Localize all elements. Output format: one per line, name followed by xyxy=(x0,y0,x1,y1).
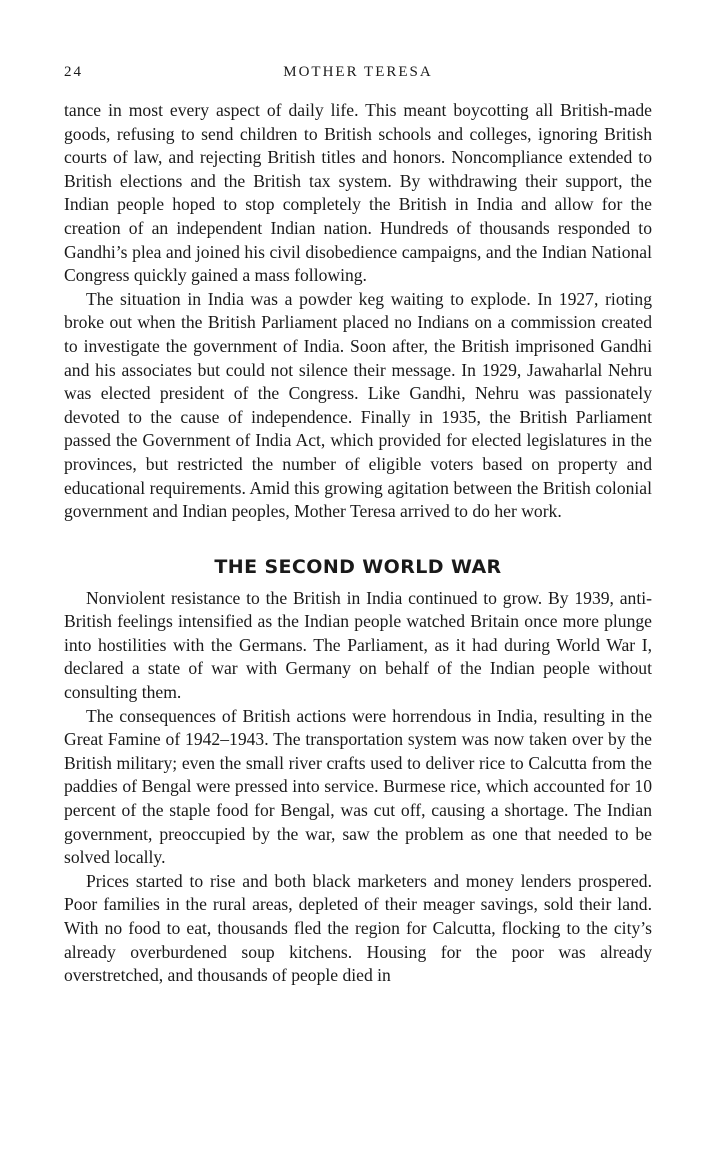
running-title: MOTHER TERESA xyxy=(283,64,433,80)
paragraph-continued: tance in most every aspect of daily life. This meant boycotting all British-made goods, refusing to send children to British schools and colleges, ignoring British courts of law, and rejecting British titles and honors. Noncompliance extended to British elections and the British tax system. By withdrawing their support, the Indian people hoped to stop completely the British in India and allow for the creation of an independent Indian nation. Hundreds of thousands responded to Gandhi’s plea and joined his civil disobedience campaigns, and the Indian National Congress quickly gained a mass following. xyxy=(64,100,652,286)
paragraph: Nonviolent resistance to the British in India continued to grow. By 1939, anti-British feelings intensified as the Indian people watched Britain once more plunge into hostilities with the Germans. The Parliament, as it had during World War I, declared a state of war with Germany on behalf of the Indian people without consulting them. xyxy=(64,587,652,703)
page-number: 24 xyxy=(64,64,83,80)
running-header xyxy=(64,58,652,84)
body-text xyxy=(64,99,652,988)
paragraph: The consequences of British actions were horrendous in India, resulting in the Great Famine of 1942–1943. The transportation system was now taken over by the British military; even the small river crafts used to deliver rice to Calcutta from the paddies of Bengal were pressed into service. Burmese rice, which accounted for 10 percent of the staple food for Bengal, was cut off, causing a shortage. The Indian government, preoccupied by the war, saw the problem as one that needed to be solved locally. xyxy=(64,705,652,868)
section-heading: THE SECOND WORLD WAR xyxy=(214,555,502,578)
book-page xyxy=(64,58,652,988)
paragraph: The situation in India was a powder keg waiting to explode. In 1927, rioting broke out when the British Parliament placed no Indians on a commission created to investigate the government of India. Soon after, the British imprisoned Gandhi and his associates but could not silence their message. In 1929, Jawaharlal Nehru was elected president of the Congress. Like Gandhi, Nehru was passionately devoted to the cause of independence. Finally in 1935, the British Parliament passed the Government of India Act, which provided for elected legislatures in the provinces, but restricted the number of eligible voters based on property and educational requirements. Amid this growing agitation between the British colonial government and Indian peoples, Mother Teresa arrived to do her work. xyxy=(64,288,652,522)
paragraph: Prices started to rise and both black marketers and money lenders prospered. Poor families in the rural areas, depleted of their meager savings, sold their land. With no food to eat, thousands fled the region for Calcutta, flocking to the city’s already overburdened soup kitchens. Housing for the poor was already overstretched, and thousands of people died in xyxy=(64,870,652,986)
